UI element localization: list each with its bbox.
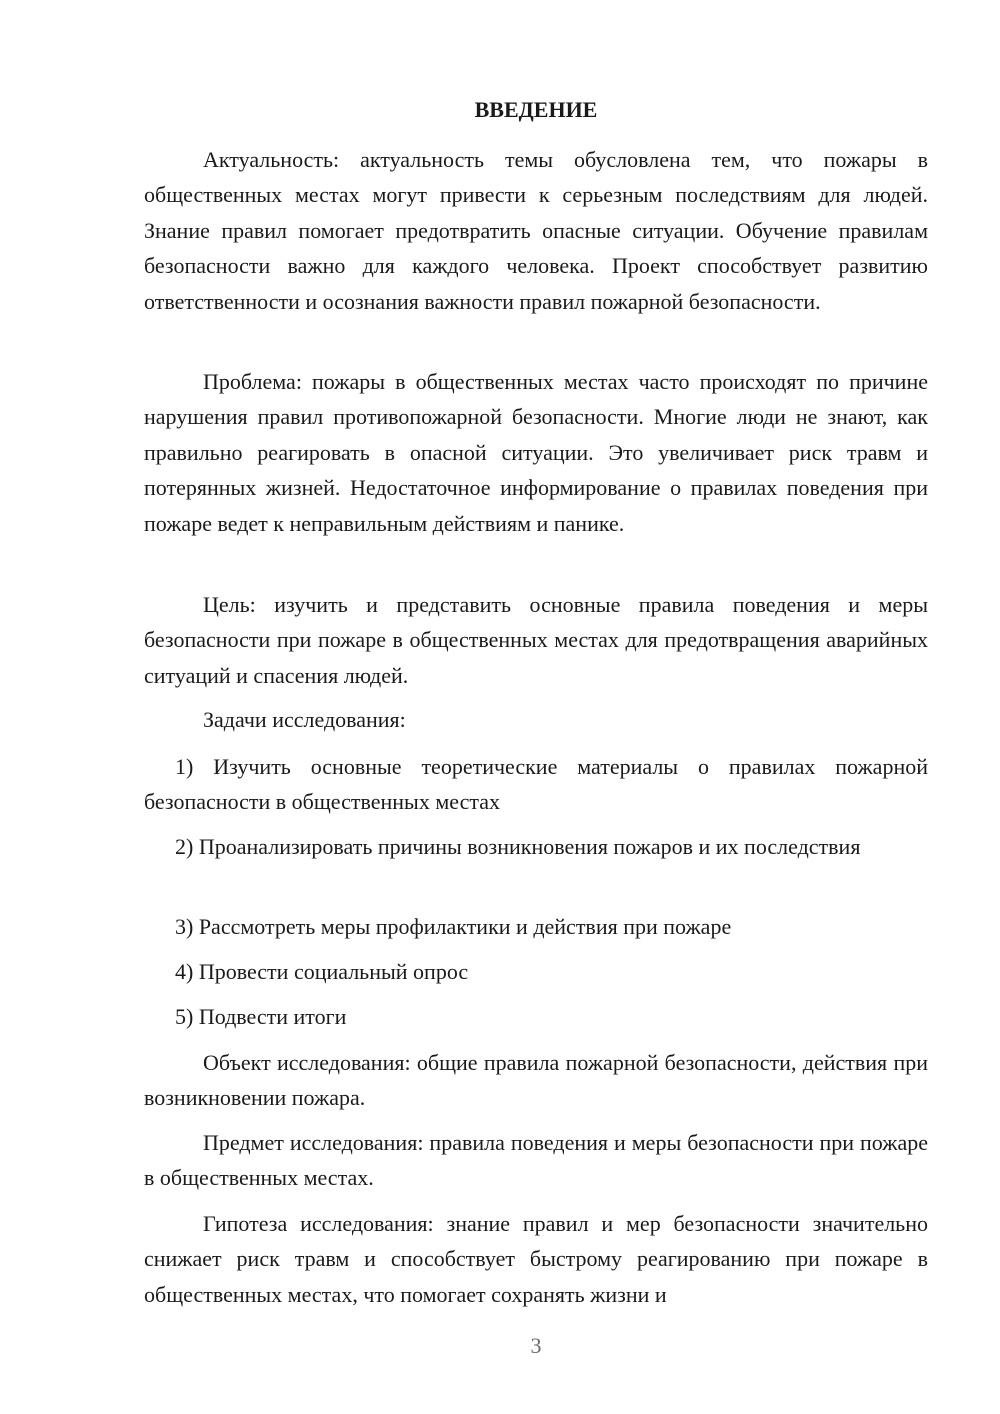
object-paragraph: Объект исследования: общие правила пожарной безопасности, действия при возникновении пожара. — [144, 1050, 928, 1111]
problem-paragraph: Проблема: пожары в общественных местах часто происходят по причине нарушения правил противопожарной безопасности. Многие люди не знают, как правильно реагировать в опасной ситуации. Это увеличивает риск травм и потерянных жизней. Недостаточное информирование о правилах поведения при пожаре ведет к неправильным действиям и панике. — [144, 369, 928, 536]
task-item-block — [144, 954, 928, 989]
tasks-intro: Задачи исследования: — [203, 707, 406, 732]
goal-paragraph-block — [144, 587, 928, 693]
goal-paragraph: Цель: изучить и представить основные правила поведения и меры безопасности при пожаре в общественных местах для предотвращения аварийных ситуаций и спасения людей. — [144, 592, 928, 688]
page-number: 3 — [530, 1333, 542, 1358]
relevance-paragraph: Актуальность: актуальность темы обусловлена тем, что пожары в общественных местах могут привести к серьезным последствиям для людей. Знание правил помогает предотвратить опасные ситуации. Обучение правилам безопасности важно для каждого человека. Проект способствует развитию ответственности и осознания важности правил пожарной безопасности. — [144, 147, 928, 314]
task-item-3: 3) Рассмотреть меры профилактики и действия при пожаре — [175, 914, 732, 939]
task-item-5: 5) Подвести итоги — [175, 1004, 347, 1029]
hypothesis-paragraph: Гипотеза исследования: знание правил и мер безопасности значительно снижает риск травм и способствует быстрому реагированию при пожаре в общественных местах, что помогает сохранять жизни и — [144, 1211, 928, 1307]
subject-paragraph: Предмет исследования: правила поведения и меры безопасности при пожаре в общественных местах. — [144, 1130, 928, 1191]
task-item-block — [144, 749, 928, 820]
task-item-1: 1) Изучить основные теоретические материалы о правилах пожарной безопасности в общественных местах — [144, 754, 928, 815]
task-item-block — [144, 999, 928, 1034]
subject-paragraph-block — [144, 1125, 928, 1196]
task-item-block — [144, 909, 928, 944]
problem-paragraph-block — [144, 364, 928, 541]
object-paragraph-block — [144, 1045, 928, 1116]
page-title: ВВЕДЕНИЕ — [474, 97, 598, 122]
hypothesis-paragraph-block — [144, 1206, 928, 1312]
tasks-intro-block — [144, 702, 928, 737]
task-item-4: 4) Провести социальный опрос — [175, 959, 469, 984]
task-item-2: 2) Проанализировать причины возникновения пожаров и их последствия — [175, 834, 861, 859]
task-item-block — [144, 829, 928, 864]
relevance-paragraph-block — [144, 142, 928, 319]
